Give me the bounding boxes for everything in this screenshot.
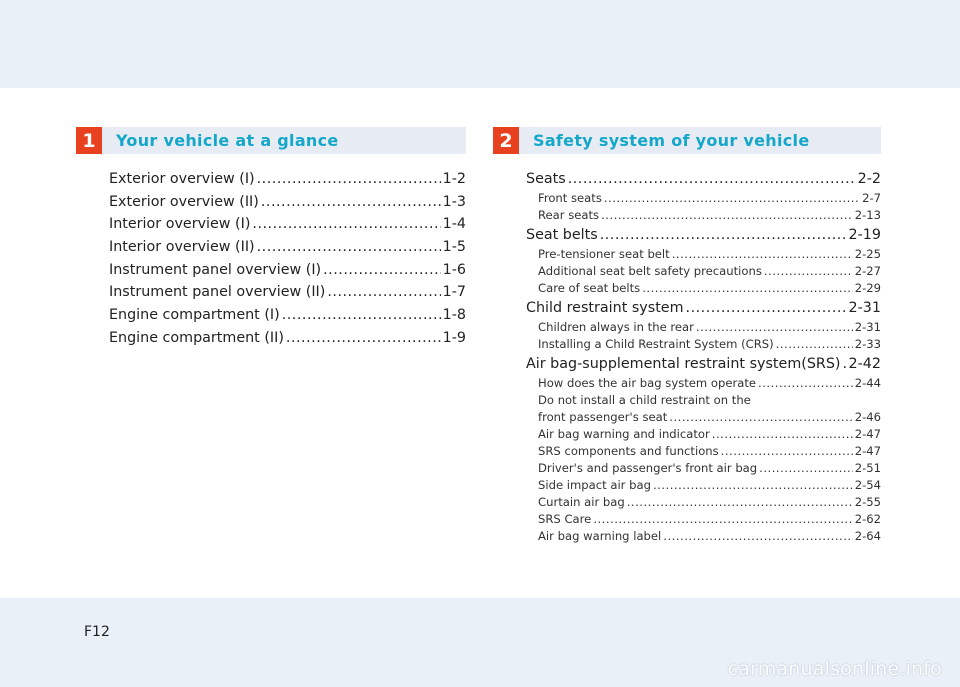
- toc-label: Seats: [526, 171, 566, 187]
- toc-page: 2-19: [848, 227, 881, 243]
- toc-entry[interactable]: [109, 327, 466, 350]
- toc-entry[interactable]: [526, 426, 881, 443]
- toc-label: Installing a Child Restraint System (CRS): [538, 337, 774, 351]
- toc-label: Exterior overview (I): [109, 171, 255, 187]
- toc-label: Engine compartment (II): [109, 329, 284, 346]
- toc-page: 2-54: [854, 478, 881, 492]
- toc-page: 1-7: [442, 284, 466, 301]
- leader-dots: [323, 259, 441, 282]
- leader-dots: [261, 191, 441, 214]
- section-2-title: Safety system of your vehicle: [519, 127, 881, 154]
- leader-dots: [672, 246, 853, 263]
- leader-dots: [663, 528, 852, 545]
- leader-dots: [600, 224, 847, 246]
- section-2-header: [493, 127, 881, 154]
- leader-dots: [286, 327, 441, 350]
- toc-label: Child restraint system: [526, 300, 684, 316]
- toc-label: Side impact air bag: [538, 478, 651, 492]
- toc-entry[interactable]: [526, 528, 881, 545]
- toc-page: 2-31: [848, 300, 881, 316]
- toc-entry[interactable]: [526, 280, 881, 297]
- toc-label: Additional seat belt safety precautions: [538, 264, 762, 278]
- toc-entry[interactable]: [109, 281, 466, 304]
- toc-label: Instrument panel overview (II): [109, 284, 326, 301]
- toc-label: SRS Care: [538, 512, 592, 526]
- leader-dots: [776, 336, 853, 353]
- leader-dots: [712, 426, 853, 443]
- toc-label: Care of seat belts: [538, 281, 641, 295]
- toc-label: Interior overview (I): [109, 216, 251, 233]
- toc-page: 2-7: [862, 191, 881, 205]
- toc-page: 2-31: [854, 320, 881, 334]
- leader-dots: [257, 168, 441, 191]
- toc-label: front passenger's seat: [538, 410, 668, 424]
- toc-entry[interactable]: [109, 259, 466, 282]
- toc-label: Seat belts: [526, 227, 598, 243]
- toc-page: 2-55: [854, 495, 881, 509]
- toc-page: 2-2: [857, 171, 881, 187]
- toc-entry[interactable]: [526, 443, 881, 460]
- toc-page: 2-44: [854, 376, 881, 390]
- header-band: [0, 0, 960, 88]
- leader-dots: [601, 207, 853, 224]
- toc-label: Air bag-supplemental restraint system(SRS): [526, 356, 841, 372]
- toc-entry[interactable]: [526, 319, 881, 336]
- leader-dots: [327, 281, 440, 304]
- leader-dots: [593, 511, 852, 528]
- leader-dots: [758, 375, 853, 392]
- toc-page: 2-47: [854, 444, 881, 458]
- toc-page: 1-9: [442, 329, 466, 346]
- toc-page: 2-25: [854, 247, 881, 261]
- leader-dots: [669, 409, 852, 426]
- leader-dots: [721, 443, 853, 460]
- section-2-number: 2: [493, 127, 519, 154]
- toc-entry-seats[interactable]: [526, 168, 881, 190]
- toc-label: Air bag warning label: [538, 529, 662, 543]
- toc-entry[interactable]: [526, 190, 881, 207]
- toc-entry[interactable]: [109, 168, 466, 191]
- toc-label: Exterior overview (II): [109, 193, 259, 210]
- toc-label: Children always in the rear: [538, 320, 694, 334]
- leader-dots: [252, 213, 440, 236]
- toc-page: 1-5: [442, 239, 466, 256]
- toc-page: 1-2: [442, 171, 466, 187]
- leader-dots: [604, 190, 860, 207]
- toc-page: 2-51: [854, 461, 881, 475]
- toc-entry[interactable]: [109, 236, 466, 259]
- toc-entry-child-restraint[interactable]: [526, 297, 881, 319]
- toc-label: How does the air bag system operate: [538, 376, 757, 390]
- leader-dots: [696, 319, 853, 336]
- toc-page: 2-13: [854, 208, 881, 222]
- leader-dots: [759, 460, 853, 477]
- toc-label: Air bag warning and indicator: [538, 427, 710, 441]
- toc-page: 2-42: [848, 356, 881, 372]
- toc-entry[interactable]: [109, 191, 466, 214]
- leader-dots: [568, 168, 856, 190]
- toc-label: Curtain air bag: [538, 495, 625, 509]
- leader-dots: [282, 304, 441, 327]
- toc-page: 1-3: [442, 193, 466, 210]
- toc-page: 2-64: [854, 529, 881, 543]
- toc-entry-seat-belts[interactable]: [526, 224, 881, 246]
- toc-entry[interactable]: [526, 511, 881, 528]
- page-number: F12: [84, 624, 110, 640]
- toc-page: 2-46: [854, 410, 881, 424]
- toc-wrapped-line: Do not install a child restraint on the: [538, 393, 751, 407]
- toc-label: SRS components and functions: [538, 444, 719, 458]
- toc-page: 2-27: [854, 264, 881, 278]
- toc-entry[interactable]: [109, 304, 466, 327]
- toc-entry[interactable]: [526, 409, 881, 426]
- leader-dots: [627, 494, 853, 511]
- toc-page: 2-62: [854, 512, 881, 526]
- leader-dots: [686, 297, 847, 319]
- section-1-header: [76, 127, 466, 154]
- watermark: carmanualsonline.info: [727, 658, 942, 680]
- leader-dots: [257, 236, 441, 259]
- toc-entry[interactable]: [526, 477, 881, 494]
- toc-entry-air-bag-srs[interactable]: [526, 353, 881, 375]
- toc-entry[interactable]: [526, 336, 881, 353]
- toc-entry[interactable]: [109, 213, 466, 236]
- section-2-toc: [493, 168, 881, 545]
- toc-page: 1-6: [442, 261, 466, 278]
- section-1-title: Your vehicle at a glance: [102, 127, 466, 154]
- section-1-toc: [76, 168, 466, 350]
- toc-label: Engine compartment (I): [109, 307, 280, 324]
- section-2: [493, 127, 881, 545]
- toc-page: 2-29: [854, 281, 881, 295]
- toc-page: 1-4: [442, 216, 466, 233]
- toc-page: 2-47: [854, 427, 881, 441]
- toc-entry[interactable]: [526, 263, 881, 280]
- section-1: [76, 127, 466, 350]
- toc-entry[interactable]: [526, 494, 881, 511]
- section-1-number: 1: [76, 127, 102, 154]
- toc-label: Instrument panel overview (I): [109, 261, 322, 278]
- toc-page: 1-8: [442, 307, 466, 324]
- toc-page: 2-33: [854, 337, 881, 351]
- leader-dots: [764, 263, 853, 280]
- toc-entry[interactable]: [526, 246, 881, 263]
- toc-entry[interactable]: [526, 460, 881, 477]
- toc-entry[interactable]: [526, 207, 881, 224]
- leader-dots: [843, 353, 847, 375]
- toc-entry[interactable]: [526, 375, 881, 392]
- toc-label: Driver's and passenger's front air bag: [538, 461, 758, 475]
- leader-dots: [653, 477, 853, 494]
- toc-label: Rear seats: [538, 208, 600, 222]
- toc-label: Front seats: [538, 191, 602, 205]
- toc-label: Pre-tensioner seat belt: [538, 247, 670, 261]
- leader-dots: [642, 280, 852, 297]
- toc-label: Interior overview (II): [109, 239, 255, 256]
